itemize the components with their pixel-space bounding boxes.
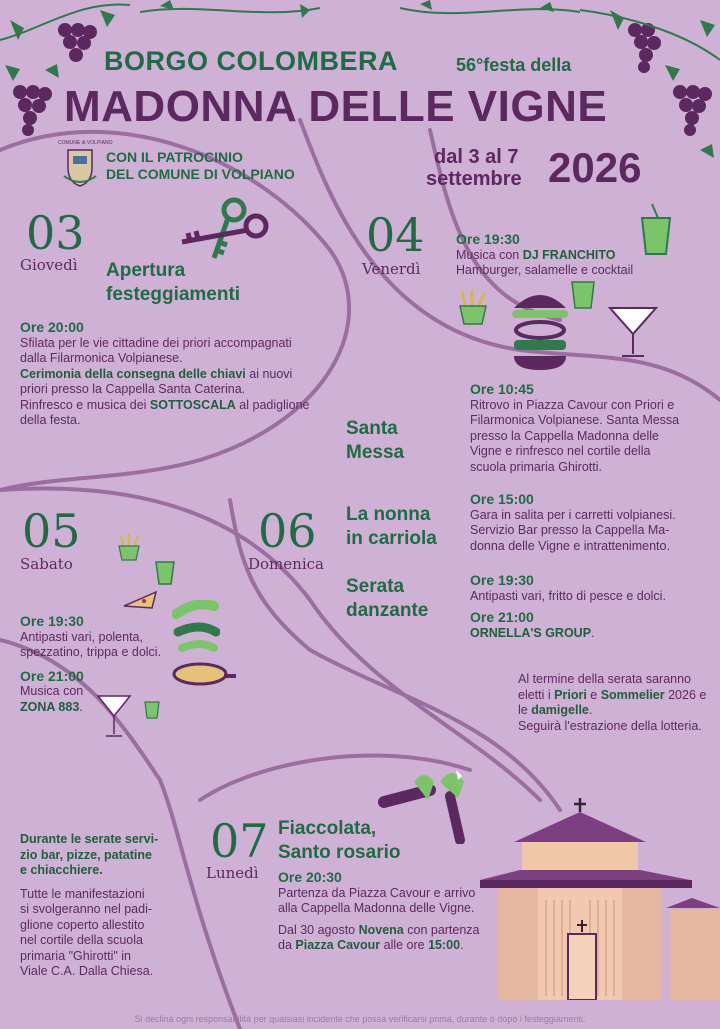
day-03-title1: Apertura (106, 260, 186, 281)
vine-icon (140, 0, 580, 40)
day-03-line1: Sfilata per le vie cittadine dei priori accompagnati (20, 335, 292, 350)
info-b3: e chiacchiere. (20, 863, 103, 877)
note-bold1: Priori (554, 687, 587, 702)
note-bold2: Sommelier (600, 687, 665, 702)
day-03-details (20, 320, 350, 429)
crest-icon (58, 140, 113, 188)
day-07-line4 (278, 938, 498, 954)
day-05-time1: Ore 19:30 (20, 613, 84, 629)
note-line2a: eletti i (518, 687, 555, 702)
pizza-icon (122, 590, 158, 610)
day-05-time2: Ore 21:00 (20, 667, 84, 684)
messa-line4: Vigne e rinfresco nel cortile della (470, 444, 651, 458)
info-b2: zio bar, pizze, patatine (20, 847, 152, 862)
note-line3a: le (518, 703, 532, 717)
day-04-line2: Hamburger, salamelle e cocktail (456, 263, 634, 277)
note-line2 (518, 688, 714, 704)
day-04-number: 04 (366, 208, 425, 262)
edition-label: 56°festa della (456, 55, 572, 75)
serata-end: . (591, 625, 595, 640)
nonna-title2: in carriola (346, 528, 437, 549)
day-03-line3 (20, 367, 350, 383)
info-p2: si svolgeranno nel padi- (20, 902, 153, 916)
info-p6: Viale C.A. Dalla Chiesa. (20, 964, 154, 978)
serata-title2: danzante (346, 600, 429, 621)
day-07-title1: Fiaccolata, (278, 818, 377, 839)
info-p4: nel cortile della scuola (20, 933, 143, 947)
day-07-line4a: da (278, 938, 296, 952)
note-line2b: e (586, 687, 601, 702)
messa-line2: Filarmonica Volpianese. Santa Messa (470, 413, 680, 427)
burger-icon (504, 286, 576, 378)
keys-icon (176, 192, 272, 266)
day-07-line4b: alle ore (380, 938, 429, 952)
day-03-bold1: Cerimonia della consegna delle chiavi (20, 366, 246, 381)
nonna-details (470, 492, 716, 554)
patronage-line2: DEL COMUNE DI VOLPIANO (106, 166, 295, 182)
info-p5: primaria "Ghirotti" in (20, 948, 131, 963)
dates-line2: settembre (426, 168, 522, 190)
cocktail-icon (96, 690, 134, 742)
messa-details (470, 382, 710, 475)
day-06-name: Domenica (248, 555, 324, 573)
serata-line2 (470, 626, 710, 642)
day-07-line1: Partenza da Piazza Cavour e arrivo (278, 885, 476, 900)
day-03-line5a: Rinfresco e musica dei (20, 397, 150, 412)
note-line4: Seguirà l'estrazione della lotteria. (518, 718, 702, 733)
day-04-name: Venerdì (362, 260, 421, 278)
nonna-line3: donna delle Vigne e intrattenimento. (470, 538, 670, 553)
day-05-bold1: ZONA 883 (20, 699, 80, 714)
day-07-details (278, 870, 498, 954)
messa-line5: scuola primaria Ghirotti. (470, 459, 602, 474)
nonna-time: Ore 15:00 (470, 491, 534, 507)
footer-disclaimer: Si declina ogni responsabilità per qualsiasi incidente che possa verificarsi prima, durante o dopo i festeggiamenti. (134, 1014, 586, 1024)
info-b1: Durante le serate servi- (20, 832, 159, 846)
day-03-line2: dalla Filarmonica Volpianese. (20, 351, 183, 365)
note-line2c: 2026 e (664, 687, 707, 702)
day-05-t2l1: Musica con (20, 684, 84, 698)
borgo-title: BORGO COLOMBERA (104, 46, 398, 76)
day-03-line5 (20, 398, 350, 414)
day-07-bold1: Novena (358, 922, 404, 937)
serata-details (470, 573, 710, 641)
day-03-line6: della festa. (20, 413, 81, 427)
day-03-line3b: ai nuovi (245, 366, 293, 381)
dates-line1: dal 3 al 7 (434, 146, 519, 168)
day-03-bold2: SOTTOSCALA (149, 397, 236, 412)
drink-icon (142, 698, 162, 720)
day-03-number: 03 (26, 206, 85, 260)
info-p3: glione coperto allestito (20, 917, 145, 932)
main-title: MADONNA DELLE VIGNE (64, 82, 608, 131)
messa-line3: presso la Cappella Madonna delle (470, 428, 660, 443)
nonna-line1: Gara in salita per i carretti volpianesi. (470, 507, 676, 522)
day-07-line3a: Dal 30 agosto (278, 922, 359, 937)
serata-time2: Ore 21:00 (470, 609, 534, 625)
church-icon (480, 790, 720, 1000)
day-05-number: 05 (22, 504, 81, 558)
fries-icon (456, 290, 490, 326)
day-03-title2: festeggiamenti (106, 284, 241, 305)
serata-line1: Antipasti vari, fritto di pesce e dolci. (470, 588, 666, 603)
messa-time: Ore 10:45 (470, 381, 534, 397)
messa-title1: Santa (346, 418, 398, 439)
day-04-bold1: DJ FRANCHITO (522, 247, 616, 262)
day-03-line5b: al padiglione (235, 397, 310, 412)
info-p1: Tutte le manifestazioni (20, 886, 145, 901)
election-note (518, 672, 714, 734)
day-04-time: Ore 19:30 (456, 231, 520, 247)
day-05-t2end: . (79, 699, 83, 714)
day-07-line3b: con partenza (403, 922, 480, 937)
note-line1: Al termine della serata saranno (518, 672, 692, 686)
note-bold3: damigelle (531, 703, 589, 717)
day-04-line1a: Musica con (456, 247, 523, 262)
nonna-line2: Servizio Bar presso la Cappella Ma- (470, 523, 670, 537)
day-07-bold3: 15:00 (428, 938, 461, 952)
day-05-t1l1: Antipasti vari, polenta, (20, 629, 143, 644)
day-07-line3 (278, 923, 498, 939)
messa-title2: Messa (346, 442, 405, 463)
fries-icon (116, 534, 142, 562)
day-07-line2: alla Cappella Madonna delle Vigne. (278, 901, 475, 915)
day-07-number: 07 (210, 814, 269, 868)
note-line3b: . (588, 703, 593, 717)
note-line3 (518, 703, 714, 719)
day-07-name: Lunedì (206, 864, 259, 882)
year: 2026 (548, 144, 642, 191)
serata-title1: Serata (346, 576, 405, 597)
crest-label: COMUNE di VOLPIANO (58, 140, 113, 146)
drink-icon (632, 204, 680, 258)
patronage-line1: CON IL PATROCINIO (106, 149, 243, 165)
day-03-time: Ore 20:00 (20, 319, 84, 335)
day-05-t1l2: spezzatino, trippa e dolci. (20, 645, 162, 659)
messa-line1: Ritrovo in Piazza Cavour con Priori e (470, 397, 675, 412)
day-06-number: 06 (258, 504, 317, 558)
info-block (20, 832, 200, 980)
day-07-title2: Santo rosario (278, 842, 401, 863)
day-05-name: Sabato (20, 555, 73, 573)
torch-icon (378, 768, 478, 844)
polenta-board-icon (172, 660, 236, 690)
day-07-bold2: Piazza Cavour (295, 938, 381, 952)
serata-bold1: ORNELLA'S GROUP (470, 625, 592, 640)
day-03-line4: priori presso la Cappella Santa Caterina. (20, 382, 246, 396)
drink-icon (568, 276, 598, 310)
drink-icon (152, 556, 178, 586)
day-07-line4c: . (460, 938, 464, 952)
day-03-name: Giovedì (20, 256, 78, 274)
day-07-time: Ore 20:30 (278, 869, 342, 885)
nonna-title1: La nonna (346, 504, 431, 525)
cocktail-icon (606, 300, 662, 360)
serata-time1: Ore 19:30 (470, 572, 534, 588)
